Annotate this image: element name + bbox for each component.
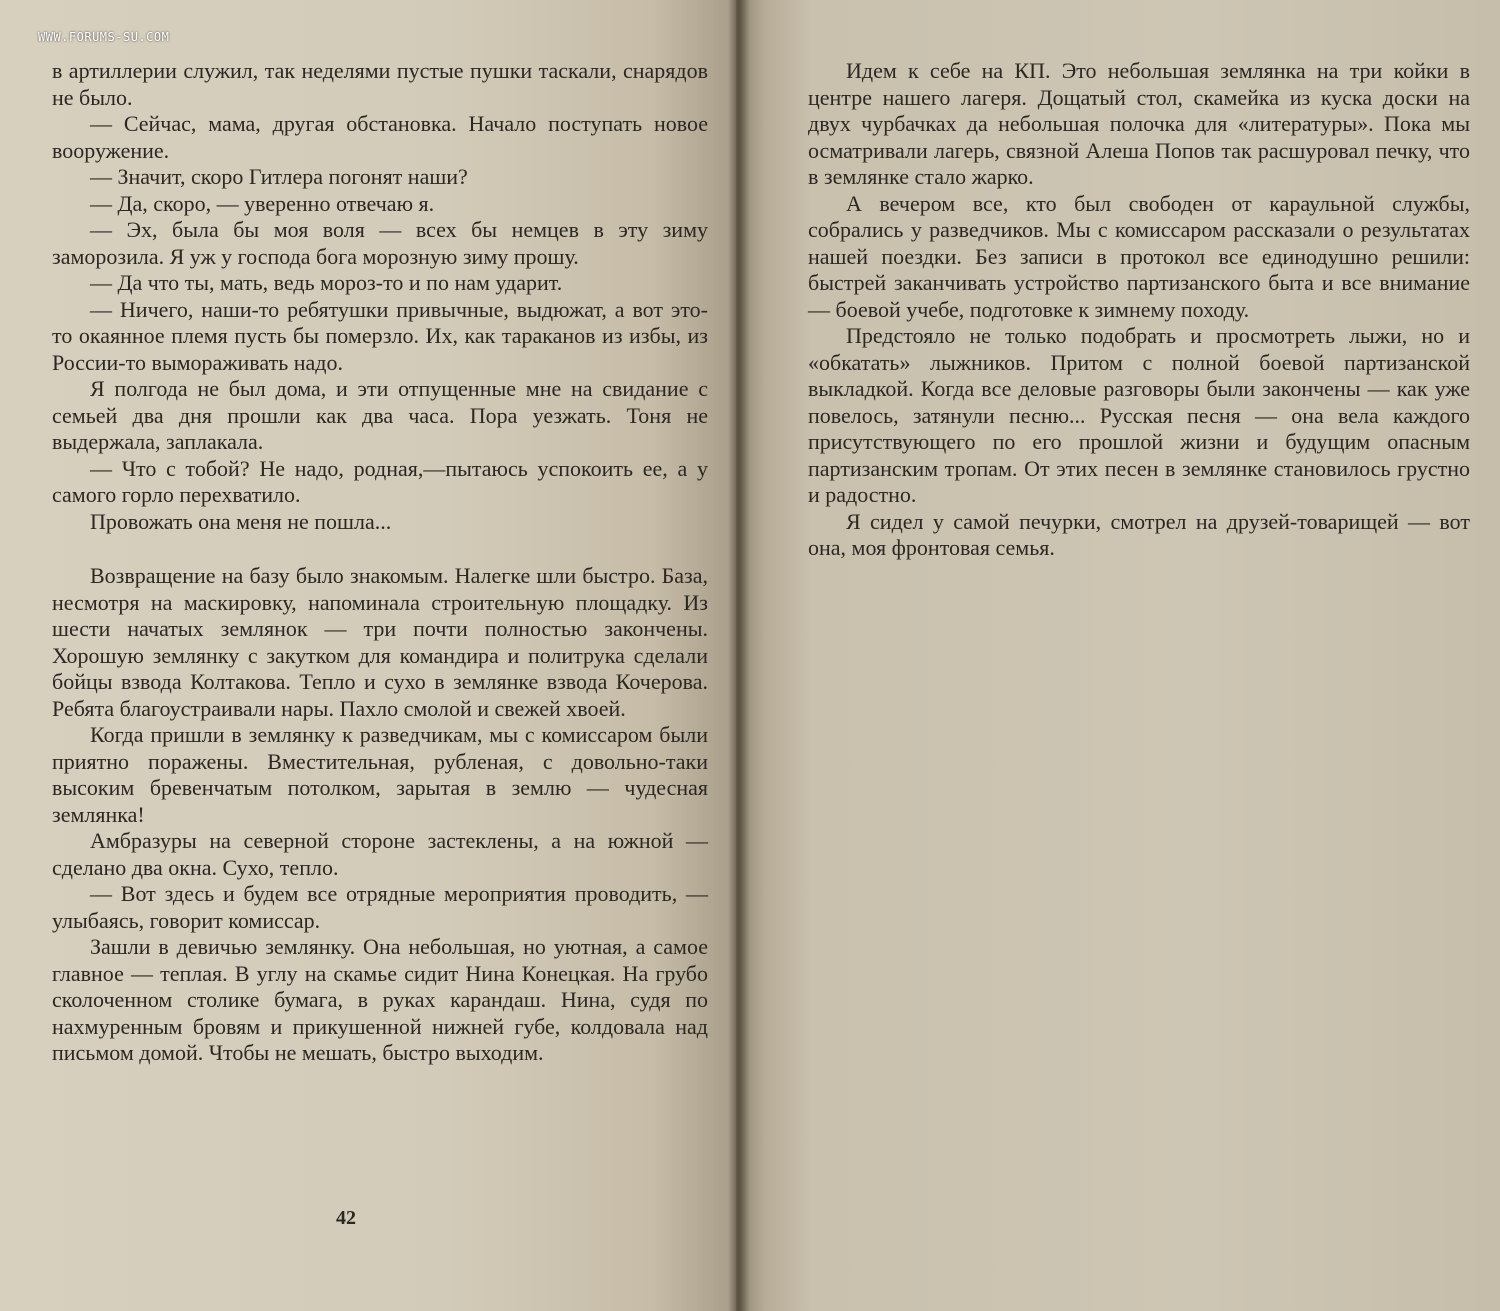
paragraph: Амбразуры на северной стороне застеклены, а на южной — сделано два окна. Сухо, тепло.	[52, 828, 708, 880]
paragraph: Я полгода не был дома, и эти отпущенные мне на свидание с семьей два дня прошли как два часа. Пора уезжать. Тоня не выдержала, заплакала.	[52, 376, 708, 454]
right-page-text	[808, 58, 1470, 562]
paragraph: Идем к себе на КП. Это небольшая землянка на три койки в центре нашего лагеря. Дощатый стол, скамейка из куска доски на двух чурбачках да небольшая полочка для «литературы». Пока мы осматривали лагерь, связной Алеша Попов так расшуровал печку, что в землянке стало жарко.	[808, 58, 1470, 189]
paragraph: — Эх, была бы моя воля — всех бы немцев в эту зиму заморозила. Я уж у господа бога морозную зиму прошу.	[52, 217, 708, 269]
paragraph: Провожать она меня не пошла...	[90, 508, 392, 534]
paragraph: — Да что ты, мать, ведь мороз-то и по нам ударит.	[90, 270, 563, 295]
paragraph: — Что с тобой? Не надо, родная,—пытаюсь успокоить ее, а у самого горло перехватило.	[52, 455, 708, 507]
left-page	[0, 0, 742, 1311]
paragraph: — Да, скоро, — уверенно отвечаю я.	[90, 190, 435, 216]
paragraph: — Значит, скоро Гитлера погонят наши?	[90, 164, 468, 189]
paragraph: А вечером все, кто был свободен от караульной службы, собрались у разведчиков. Мы с комиссаром рассказали о результатах нашей поездки. Без записи в протокол все единодушно решили: быстрей заканчивать устройство партизанского быта и все внимание — боевой учебе, подготовке к зимнему походу.	[808, 190, 1470, 322]
paragraph: Зашли в девичью землянку. Она небольшая, но уютная, а самое главное — теплая. В углу на скамье сидит Нина Конецкая. На грубо сколоченном столике бумага, в руках карандаш. Нина, судя по нахмуренным бровям и прикушенной нижней губе, колдовала над письмом домой. Чтобы не мешать, быстро выходим.	[52, 934, 708, 1065]
watermark: WWW.FORUMS-SU.COM	[38, 30, 170, 44]
right-page	[736, 0, 1500, 1311]
paragraph: — Вот здесь и будем все отрядные мероприятия проводить, — улыбаясь, говорит комиссар.	[52, 881, 708, 933]
paragraph: в артиллерии служил, так неделями пустые пушки таскали, снарядов не было.	[52, 58, 708, 110]
paragraph: Когда пришли в землянку к разведчикам, мы с комиссаром были приятно поражены. Вместительная, рубленая, с довольно-таки высоким бревенчатым потолком, зарытая в землю — чудесная землянка!	[52, 722, 708, 827]
book-gutter	[728, 0, 750, 1311]
left-page-text	[52, 58, 708, 1067]
paragraph: — Сейчас, мама, другая обстановка. Начало поступать новое вооружение.	[52, 111, 708, 163]
paragraph: — Ничего, наши-то ребятушки привычные, выдюжат, а вот это-то окаянное племя пусть бы померзло. Их, как тараканов из избы, из России-то вымораживать надо.	[52, 296, 708, 375]
paragraph: Я сидел у самой печурки, смотрел на друзей-товарищей — вот она, моя фронтовая семья.	[808, 508, 1470, 560]
paragraph: Предстояло не только подобрать и просмотреть лыжи, но и «обкатать» лыжников. Притом с полной боевой партизанской выкладкой. Когда все деловые разговоры были закончены — как уже повелось, затянули песню... Русская песня — она вела каждого присутствующего по его прошлой жизни и будущим опасным партизанским тропам. От этих песен в землянке становилось грустно и радостно.	[808, 323, 1470, 507]
paragraph: Возвращение на базу было знакомым. Налегке шли быстро. База, несмотря на маскировку, напоминала строительную площадку. Из шести начатых землянок — три почти полностью закончены. Хорошую землянку с закутком для командира и политрука сделали бойцы взвода Колтакова. Тепло и сухо в землянке взвода Кочерова. Ребята благоустраивали нары. Пахло смолой и свежей хвоей.	[52, 563, 708, 721]
page-number: 42	[336, 1207, 356, 1229]
